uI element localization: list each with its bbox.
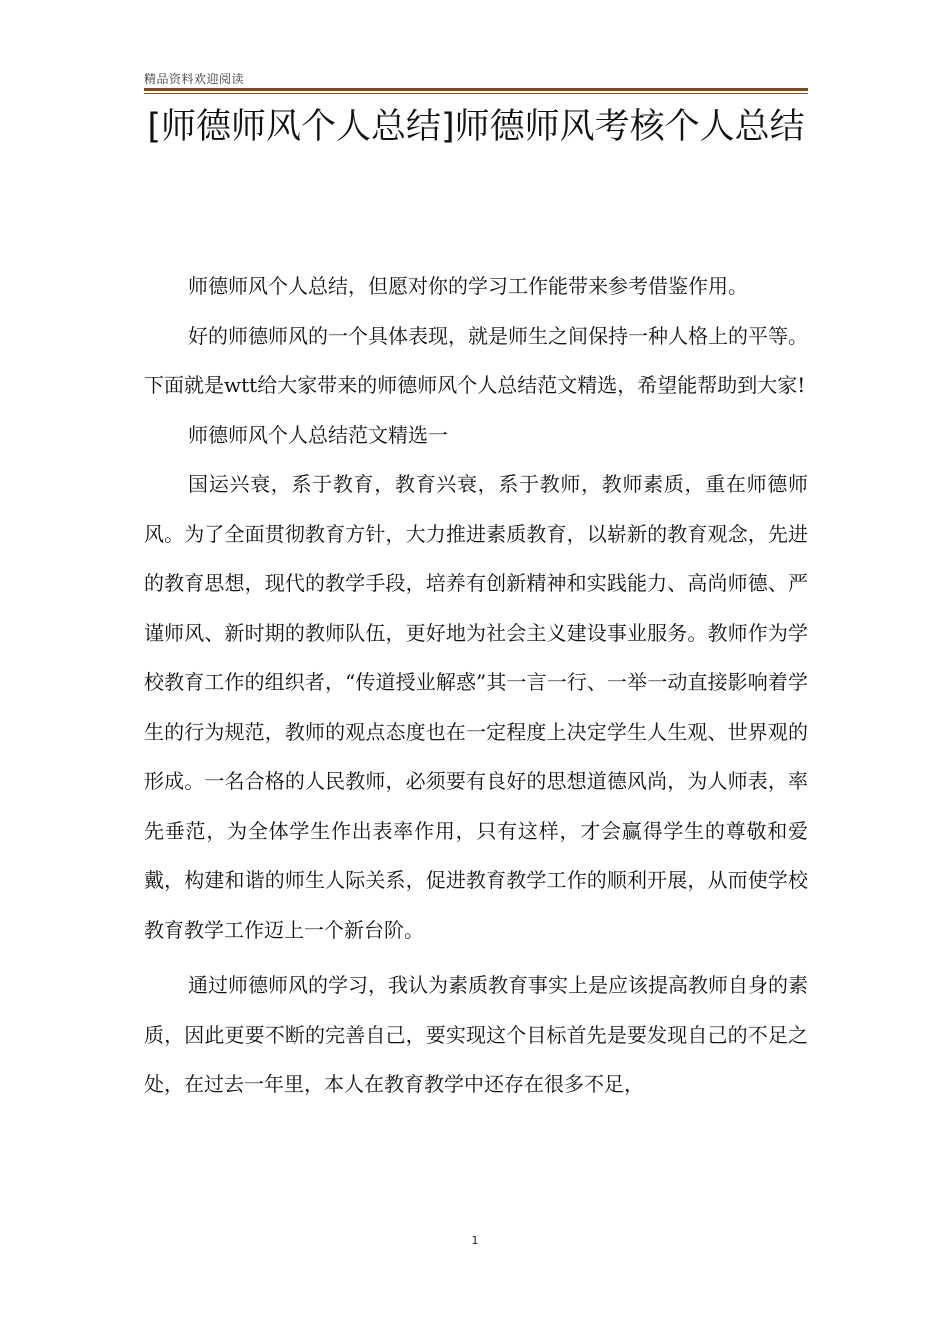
paragraph-lead: 好的师德师风的一个具体表现，就是师生之间保持一种人格上的平等。下面就是wtt给大家带来的师德师风个人总结范文精选，希望能帮助到大家! <box>144 323 808 397</box>
header-rule-thick <box>144 88 808 91</box>
section-heading: 师德师风个人总结范文精选一 <box>188 422 448 447</box>
paragraph-body-2: 通过师德师风的学习，我认为素质教育事实上是应该提高教师自身的素质，因此更要不断的完善自己，要实现这个目标首先是要发现自己的不足之处，在过去一年里，本人在教育教学中还存在很多不足， <box>144 973 808 1096</box>
page-number: 1 <box>471 1234 479 1247</box>
page-header-text: 精品资料欢迎阅读 <box>144 72 245 86</box>
document-body <box>144 262 808 1110</box>
paragraph-body-1: 国运兴衰，系于教育，教育兴衰，系于教师，教师素质，重在师德师风。为了全面贯彻教育方针，大力推进素质教育，以崭新的教育观念，先进的教育思想，现代的教学手段，培养有创新精神和实践能力、高尚师德、严谨师风、新时期的教师队伍，更好地为社会主义建设事业服务。教师作为学校教育工作的组织者，“传道授业解惑”其一言一行、一举一动直接影响着学生的行为规范，教师的观点态度也在一定程度上决定学生人生观、世界观的形成。一名合格的人民教师，必须要有良好的思想道德风尚，为人师表，率先垂范，为全体学生作出表率作用，只有这样，才会赢得学生的尊敬和爱戴，构建和谐的师生人际关系，促进教育教学工作的顺利开展，从而使学校教育教学工作迈上一个新台阶。 <box>144 472 808 942</box>
paragraph-intro: 师德师风个人总结，但愿对你的学习工作能带来参考借鉴作用。 <box>188 274 748 298</box>
header-rule-thin <box>144 93 808 94</box>
document-title: [师德师风个人总结]师德师风考核个人总结 <box>147 107 805 147</box>
